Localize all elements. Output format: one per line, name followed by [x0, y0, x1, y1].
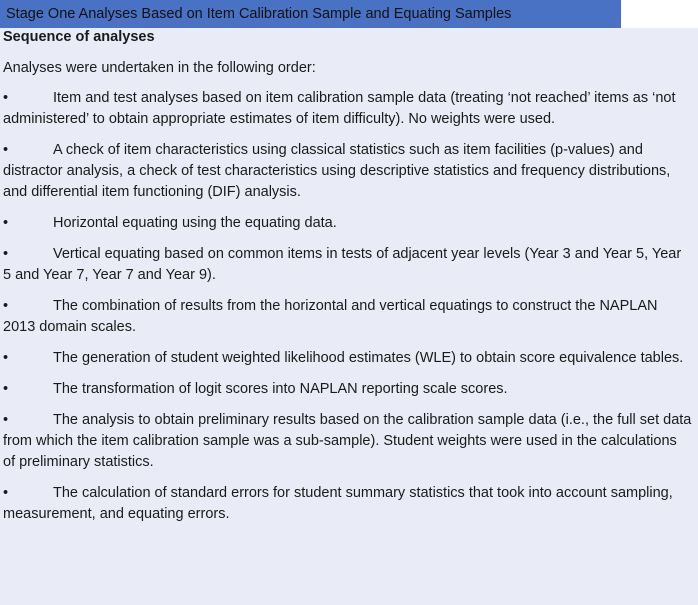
list-item: [3, 379, 692, 400]
bullet-icon: •: [3, 381, 9, 397]
analysis-list: [3, 88, 692, 525]
list-item: [3, 244, 692, 286]
list-item: [3, 296, 692, 338]
list-item-text: The transformation of logit scores into NAPLAN reporting scale scores.: [53, 381, 508, 397]
list-item: [3, 410, 692, 473]
list-item-text: Item and test analyses based on item calibration sample data (treating ‘not reached’ items as ‘not administered’ to obtain appropriate estimates of item difficulty). No weights were used.: [3, 90, 676, 127]
list-item: [3, 88, 692, 130]
slide-title: Stage One Analyses Based on Item Calibration Sample and Equating Samples: [6, 6, 512, 22]
list-item-text: The generation of student weighted likelihood estimates (WLE) to obtain score equivalence tables.: [53, 350, 684, 366]
list-item: [3, 140, 692, 203]
list-item-text: The combination of results from the horizontal and vertical equatings to construct the NAPLAN 2013 domain scales.: [3, 298, 658, 335]
bullet-icon: •: [3, 350, 9, 366]
bullet-icon: •: [3, 90, 9, 106]
list-item-text: Horizontal equating using the equating data.: [53, 215, 337, 231]
list-item: [3, 483, 692, 525]
list-item: [3, 213, 692, 234]
list-item-text: The analysis to obtain preliminary results based on the calibration sample data (i.e., the full set data from which the item calibration sample was a sub-sample). Student weights were used in the calculations of preliminary statistics.: [3, 412, 692, 470]
bullet-icon: •: [3, 298, 9, 314]
section-heading: Sequence of analyses: [3, 29, 155, 45]
list-item-text: A check of item characteristics using classical statistics such as item facilities (p-values) and distractor analysis, a check of test characteristics using descriptive statistics and frequency distributions, and differential item functioning (DIF) analysis.: [3, 142, 671, 200]
slide-header: [0, 0, 621, 28]
intro-text: Analyses were undertaken in the following order:: [3, 60, 316, 76]
list-item-text: The calculation of standard errors for student summary statistics that took into account sampling, measurement, and equating errors.: [3, 485, 673, 522]
content-panel: [0, 28, 698, 605]
bullet-icon: •: [3, 246, 9, 262]
bullet-icon: •: [3, 215, 9, 231]
bullet-icon: •: [3, 412, 9, 428]
list-item-text: Vertical equating based on common items in tests of adjacent year levels (Year 3 and Year 5, Year 5 and Year 7, Year 7 and Year 9).: [3, 246, 682, 283]
list-item: [3, 348, 692, 369]
bullet-icon: •: [3, 142, 9, 158]
bullet-icon: •: [3, 485, 9, 501]
